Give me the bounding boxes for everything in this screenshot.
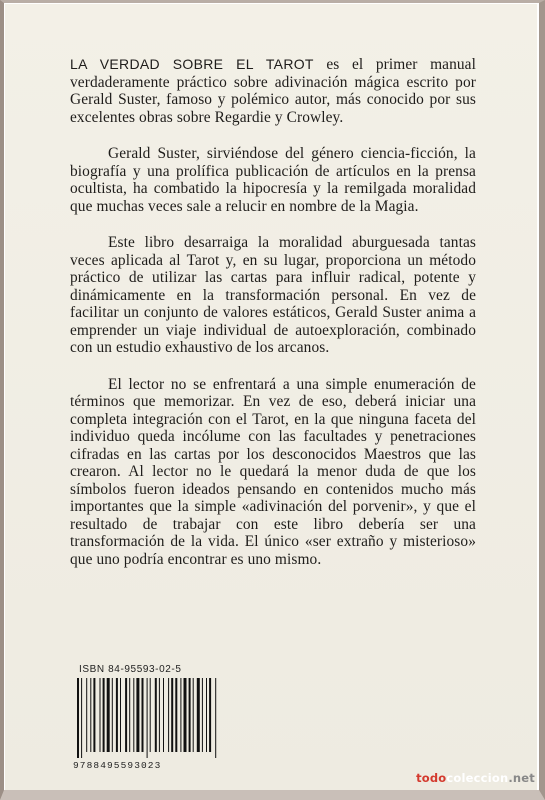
- barcode-bar: [197, 678, 200, 752]
- barcode-bar: [136, 678, 139, 752]
- barcode-bar: [133, 678, 134, 752]
- barcode-bar: [189, 678, 191, 752]
- barcode-bar: [159, 678, 160, 752]
- isbn-label: ISBN 84-95593-02-5: [79, 664, 182, 675]
- barcode-bar: [150, 678, 151, 752]
- barcode-bar: [180, 678, 181, 752]
- barcode-bar: [175, 678, 177, 752]
- barcode-bar: [107, 678, 110, 752]
- watermark-rest: coleccion: [446, 771, 509, 785]
- barcode-block: [67, 664, 257, 774]
- synopsis-text: [70, 56, 476, 587]
- barcode-bar: [93, 678, 95, 752]
- barcode-bar: [77, 678, 79, 758]
- barcode-bar: [171, 678, 173, 752]
- watermark-tld: .net: [508, 771, 535, 785]
- barcode-bar: [168, 678, 169, 752]
- barcode-bar: [129, 678, 130, 752]
- book-title: LA VERDAD SOBRE EL TAROT: [70, 56, 314, 72]
- barcode-bar: [202, 678, 203, 752]
- barcode-bar: [155, 678, 157, 752]
- book-back-cover: [5, 4, 537, 790]
- watermark-brand: todo: [416, 771, 447, 785]
- barcode-bar: [112, 678, 113, 752]
- barcode-bar: [120, 678, 121, 752]
- paragraph-1-body: es el primer manual verdaderamente práctico sobre adivinación mágica escrito por Gerald Suster, famoso y polémico autor, más conocido por sus excelentes obras sobre Regardie y Crowley.: [70, 56, 476, 126]
- paragraph-2: Gerald Suster, sirviéndose del género ciencia-ficción, la biografía y una prolífica publicación de artículos en la prensa ocultista, ha combatido la hipocresía y la remilgada moralidad que muchas veces sale a relucir en nombre de la Magia.: [70, 145, 476, 215]
- paragraph-4: El lector no se enfrentará a una simple enumeración de términos que memorizar. En vez de eso, deberá iniciar una completa integración con el Tarot, en la que ninguna faceta del individuo queda incólume con las facultades y penetraciones cifradas en las cartas por los desconocidos Maestros que las crearon. Al lector no le quedará la menor duda de que los símbolos fueron ideados pensando en contenidos mucho más importantes que la simple «adivinación del porvenir», y que el resultado de trabajar con este libro debería ser una transformación de la vida. El único «ser extraño y misterioso» que uno podría encontrar es uno mismo.: [70, 375, 476, 568]
- barcode-bar: [90, 678, 91, 752]
- barcode-digits: 9788495593023: [73, 760, 162, 771]
- barcode-bar: [81, 678, 82, 758]
- barcode-bar: [215, 678, 216, 758]
- barcode-bar: [142, 678, 144, 752]
- barcode-graphic: [75, 678, 253, 758]
- paragraph-1: [70, 56, 476, 126]
- barcode-bar: [163, 678, 164, 752]
- barcode-bar: [184, 678, 187, 752]
- barcode-bar: [193, 678, 194, 752]
- barcode-bar: [103, 678, 105, 752]
- barcode-bar: [209, 678, 211, 752]
- barcode-bar: [100, 678, 101, 752]
- barcode-bar: [147, 678, 148, 758]
- barcode-bar: [206, 678, 207, 752]
- paragraph-3: Este libro desarraiga la moralidad aburguesada tantas veces aplicada al Tarot y, en su lugar, proporciona un método práctico de utilizar las cartas para influir radical, potente y dinámicamente en la transformación personal. En vez de facilitar un conjunto de valores estáticos, Gerald Suster anima a emprender un viaje individual de autoexploración, combinado con un estudio exhaustivo de los arcanos.: [70, 234, 476, 356]
- barcode-bar: [86, 678, 87, 752]
- barcode-bar: [125, 678, 127, 752]
- watermark-logo: [416, 771, 535, 785]
- barcode-bars: [75, 678, 253, 758]
- barcode-bar: [116, 678, 118, 752]
